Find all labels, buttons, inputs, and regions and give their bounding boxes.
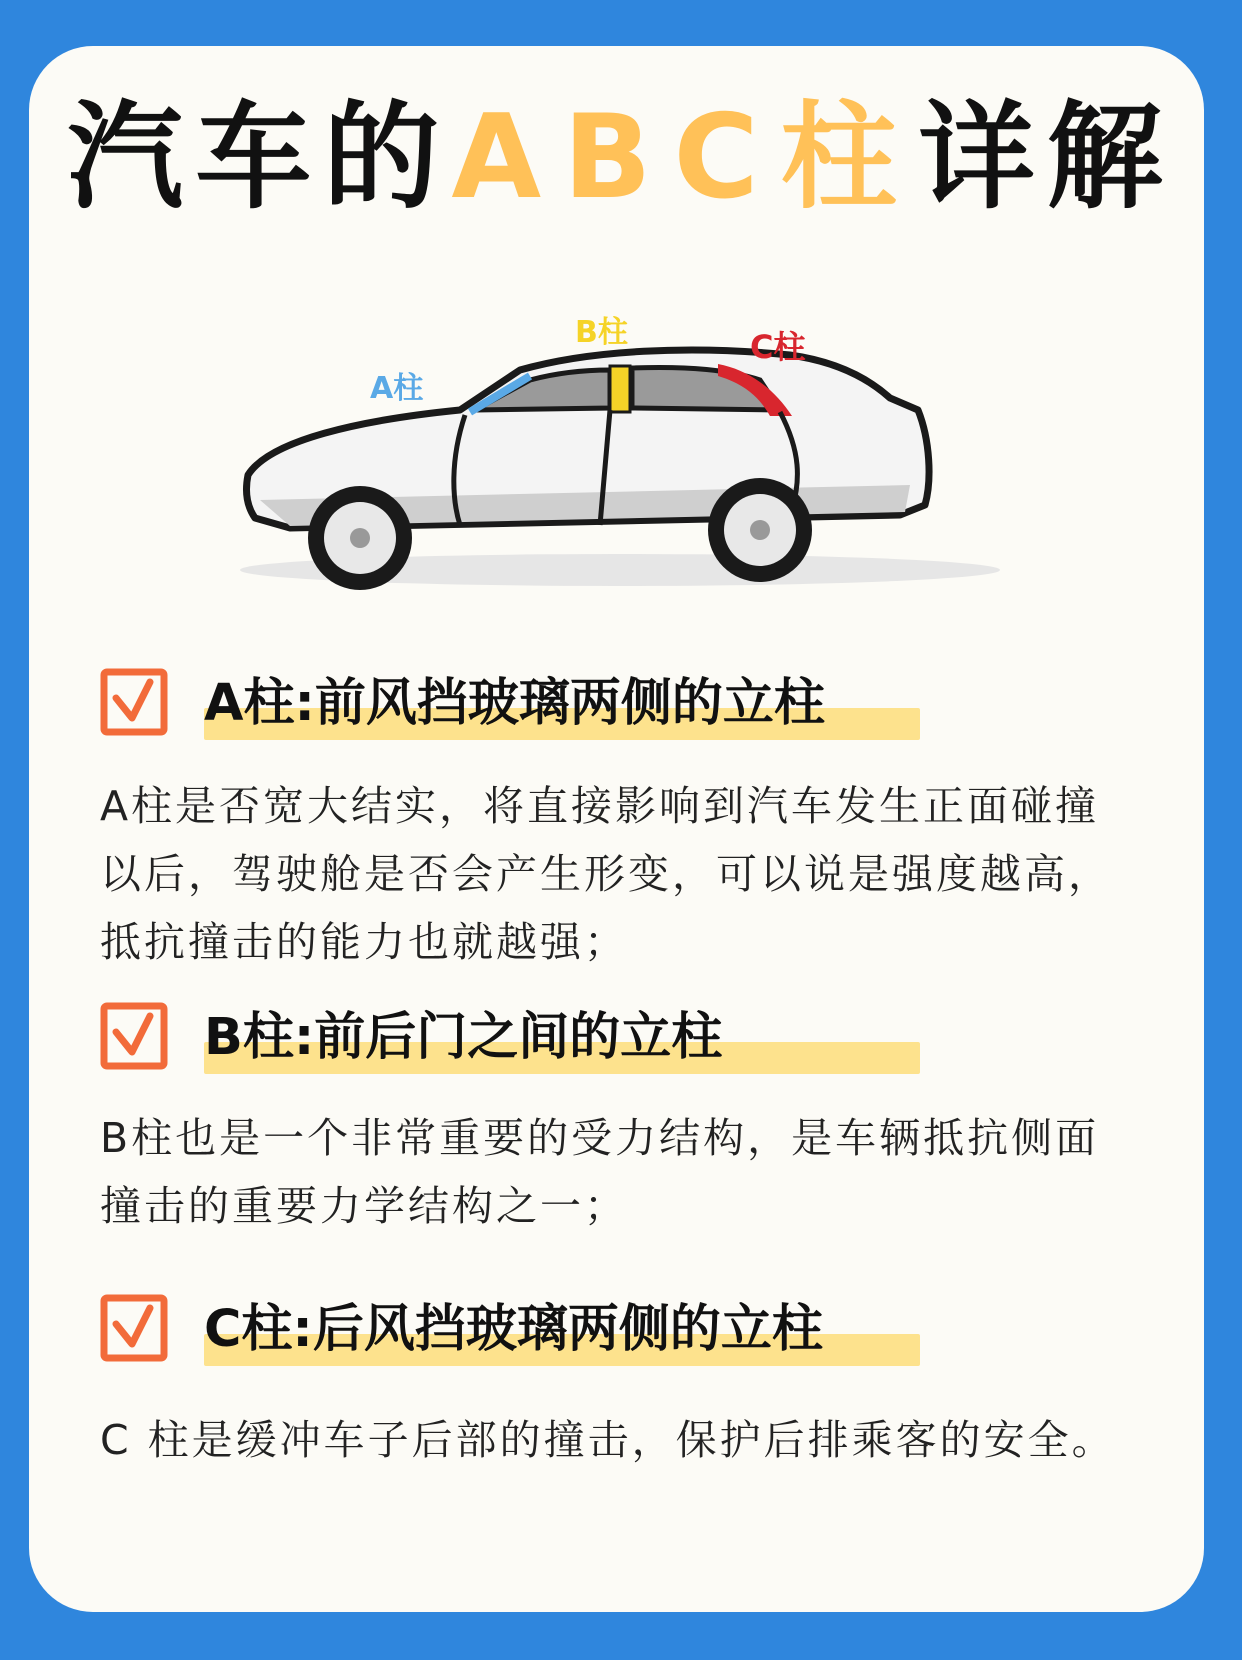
b-pillar-label: B柱 <box>575 315 628 350</box>
checkbox-icon <box>100 668 170 738</box>
checkbox-icon <box>100 1002 170 1072</box>
car-pillars-illustration <box>170 280 1070 650</box>
b-pillar-mark <box>610 366 630 412</box>
heading-text: B柱:前后门之间的立柱 <box>204 1008 723 1067</box>
title-part2: 详解 <box>918 90 1175 225</box>
rear-wheel <box>708 478 812 582</box>
title-highlight: ABC柱 <box>451 90 919 225</box>
section-c-body: C 柱是缓冲车子后部的撞击，保护后排乘客的安全。 <box>100 1416 1116 1464</box>
page-title <box>0 90 1242 225</box>
title-part1: 汽车的 <box>67 90 452 225</box>
section-b-body: B柱也是一个非常重要的受力结构，是车辆抵抗侧面撞击的重要力学结构之一； <box>100 1114 1100 1230</box>
front-wheel <box>308 486 412 590</box>
heading-text: A柱:前风挡玻璃两侧的立柱 <box>204 674 825 733</box>
checkbox-icon <box>100 1294 170 1364</box>
c-pillar-label: C柱 <box>750 328 806 366</box>
a-pillar-label: A柱 <box>370 371 424 406</box>
heading-text: C柱:后风挡玻璃两侧的立柱 <box>204 1300 823 1359</box>
section-a-body: A柱是否宽大结实，将直接影响到汽车发生正面碰撞以后，驾驶舱是否会产生形变，可以说是强度越高，抵抗撞击的能力也就越强； <box>100 782 1112 966</box>
